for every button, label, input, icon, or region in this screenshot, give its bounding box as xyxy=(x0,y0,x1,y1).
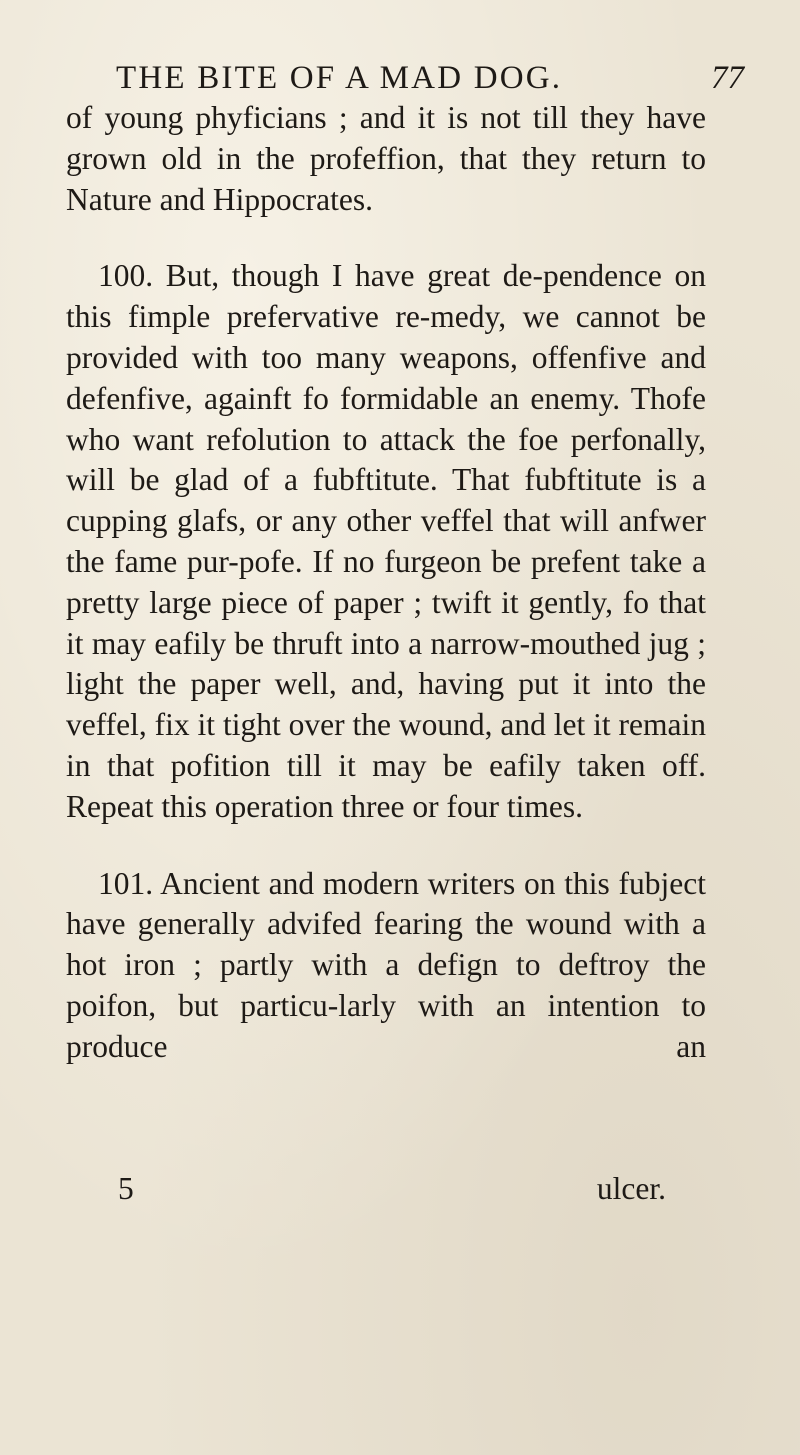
signature-mark: 5 xyxy=(118,1171,134,1206)
paragraph-continuation xyxy=(66,98,706,220)
paragraph-100 xyxy=(66,256,706,827)
paragraph-text: But, though I have great de-pendence on this fimple prefervative re-medy, we cannot be provided with too many weapons, offenfive and defenfive, againft fo formidable an enemy. Thofe who want refolution to attack the foe perfonally, will be glad of a fubftitute. That fubftitute is a cupping glafs, or any other veffel that will anfwer the fame pur-pofe. If no furgeon be prefent take a pretty large piece of paper ; twift it gently, fo that it may eafily be thruft into a narrow-mouthed jug ; light the paper well, and, having put it into the veffel, fix it tight over the wound, and let it remain in that pofition till it may be eafily taken off. Repeat this operation three or four times. xyxy=(66,258,706,824)
catchline xyxy=(118,1168,666,1210)
paragraph-101 xyxy=(66,864,706,1068)
paragraph-text: Ancient and modern writers on this fubject have generally advifed fearing the wound with a hot iron ; partly with a defign to deftroy the poifon, but particu-larly with an intention to produce an xyxy=(66,865,706,1064)
running-head xyxy=(0,58,800,98)
paragraph-text: of young phyficians ; and it is not till they have grown old in the profeffion, that they return to Nature and Hippocrates. xyxy=(66,100,706,217)
running-title: THE BITE OF A MAD DOG. xyxy=(116,60,563,96)
paragraph-number: 101. xyxy=(98,865,154,901)
page-number: 77 xyxy=(711,60,744,96)
catchword: ulcer. xyxy=(596,1171,666,1206)
paragraph-number: 100. xyxy=(98,258,154,294)
body-text xyxy=(66,98,706,1068)
